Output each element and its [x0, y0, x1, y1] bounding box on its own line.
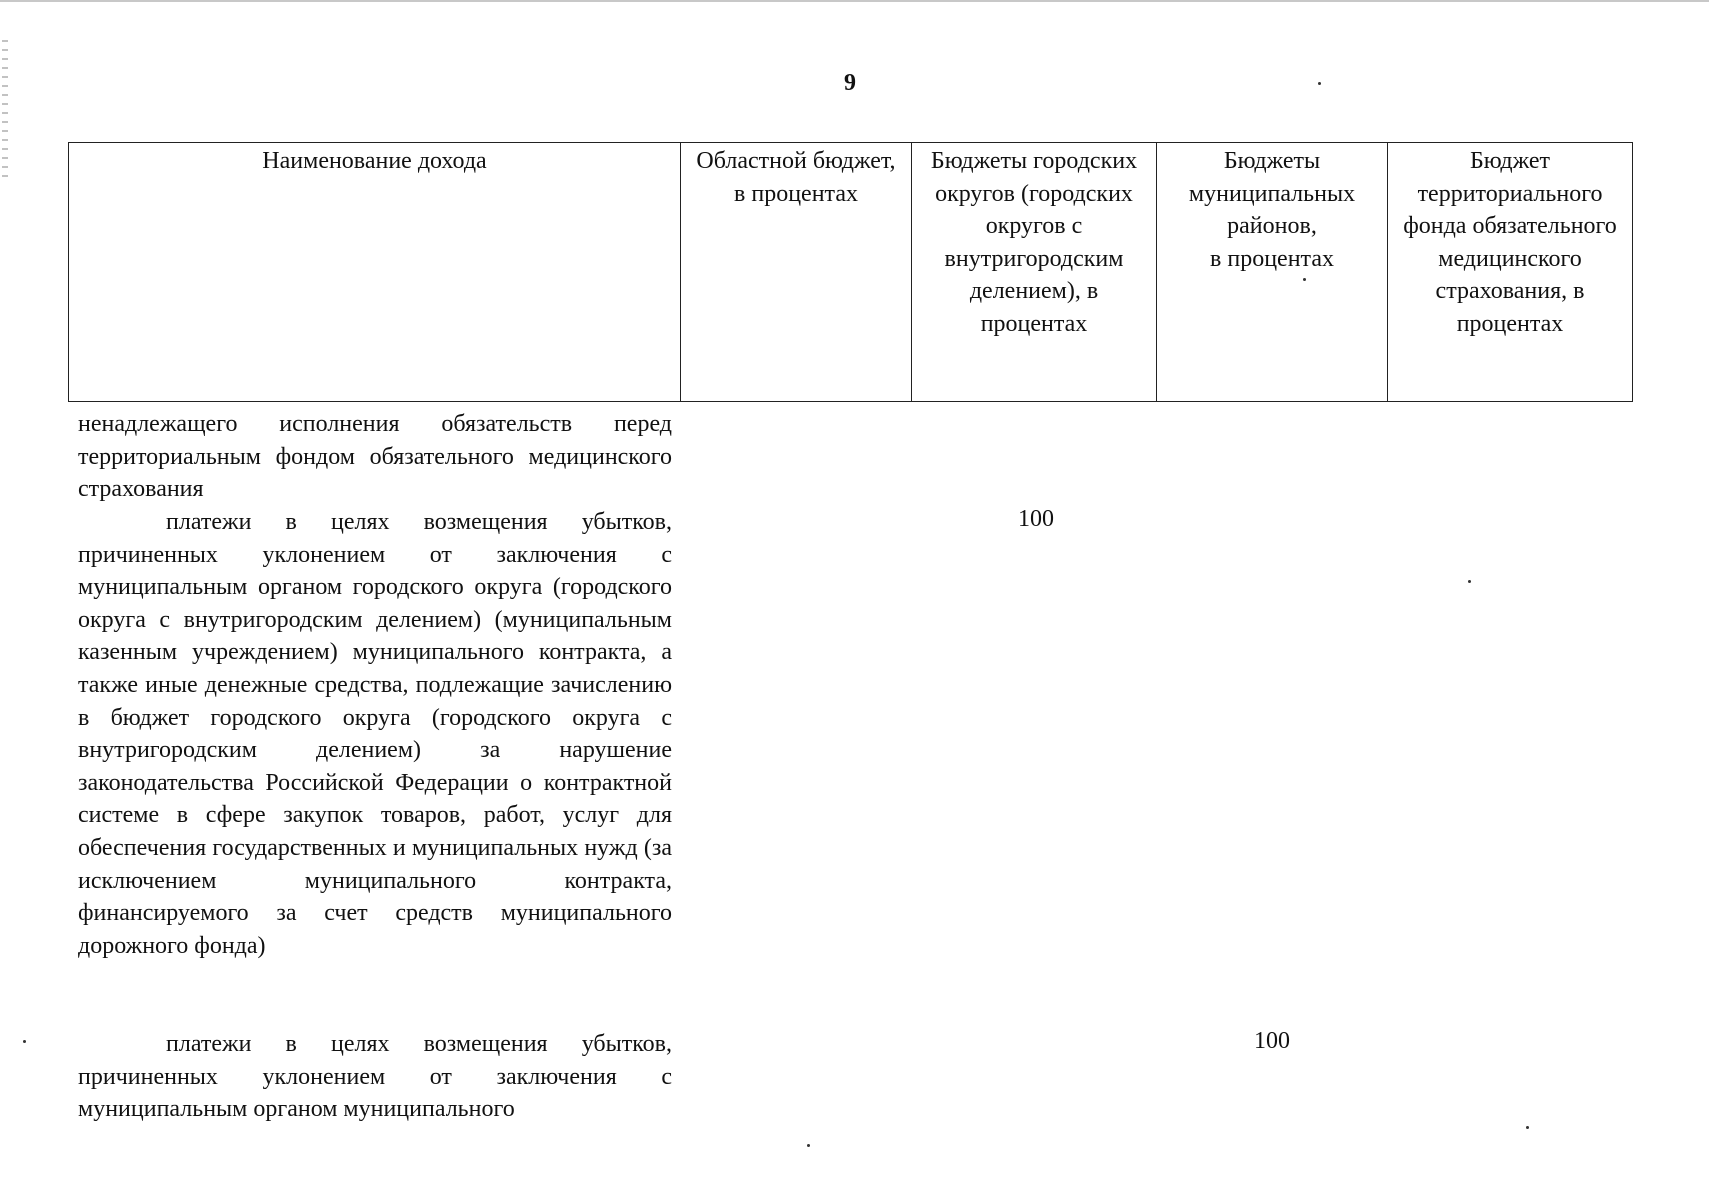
value-municipal-district-budgets: 100 — [1254, 1028, 1290, 1054]
scan-speck — [1318, 82, 1321, 85]
scan-speck — [807, 1144, 810, 1147]
scan-speck — [1526, 1126, 1529, 1129]
page-number: 9 — [844, 70, 856, 96]
scan-speck — [1303, 278, 1306, 281]
table-header-row — [69, 143, 1633, 402]
column-header-municipal-district-budgets: Бюджеты муниципальных районов, в процентах — [1157, 143, 1388, 402]
column-header-income-name: Наименование дохода — [69, 143, 681, 402]
column-header-medical-insurance-fund-budget: Бюджет территориального фонда обязательного медицинского страхования, в процентах — [1388, 143, 1633, 402]
page-top-edge — [0, 0, 1709, 2]
column-header-urban-district-budgets: Бюджеты городских округов (городских округов с внутригородским делением), в процентах — [912, 143, 1157, 402]
income-row-text-continuation: ненадлежащего исполнения обязательств перед территориальным фондом обязательного медицинского страхования — [78, 411, 672, 503]
scan-speck — [1468, 580, 1471, 583]
scan-speck — [23, 1040, 26, 1043]
scan-margin-noise — [2, 40, 8, 180]
income-row-text-urban-district-losses: платежи в целях возмещения убытков, причиненных уклонением от заключения с муниципальным органом городского округа (городского округа с внутригородским делением) (муниципальным казенным учреждением) муниципального контракта, а также иные денежные средства, подлежащие зачислению в бюджет городского округа (городского округа с внутригородским делением) за нарушение законодательства Российской Федерации о контрактной системе в сфере закупок товаров, работ, услуг для обеспечения государственных и муниципальных нужд (за исключением муниципального контракта, финансируемого за счет средств муниципального дорожного фонда) — [78, 509, 672, 959]
column-header-regional-budget: Областной бюджет, в процентах — [681, 143, 912, 402]
value-urban-district-budgets: 100 — [1018, 506, 1054, 532]
income-row-text-municipal-district-losses: платежи в целях возмещения убытков, причиненных уклонением от заключения с муниципальным органом муниципального — [78, 1031, 672, 1123]
income-distribution-table-header — [68, 142, 1633, 402]
